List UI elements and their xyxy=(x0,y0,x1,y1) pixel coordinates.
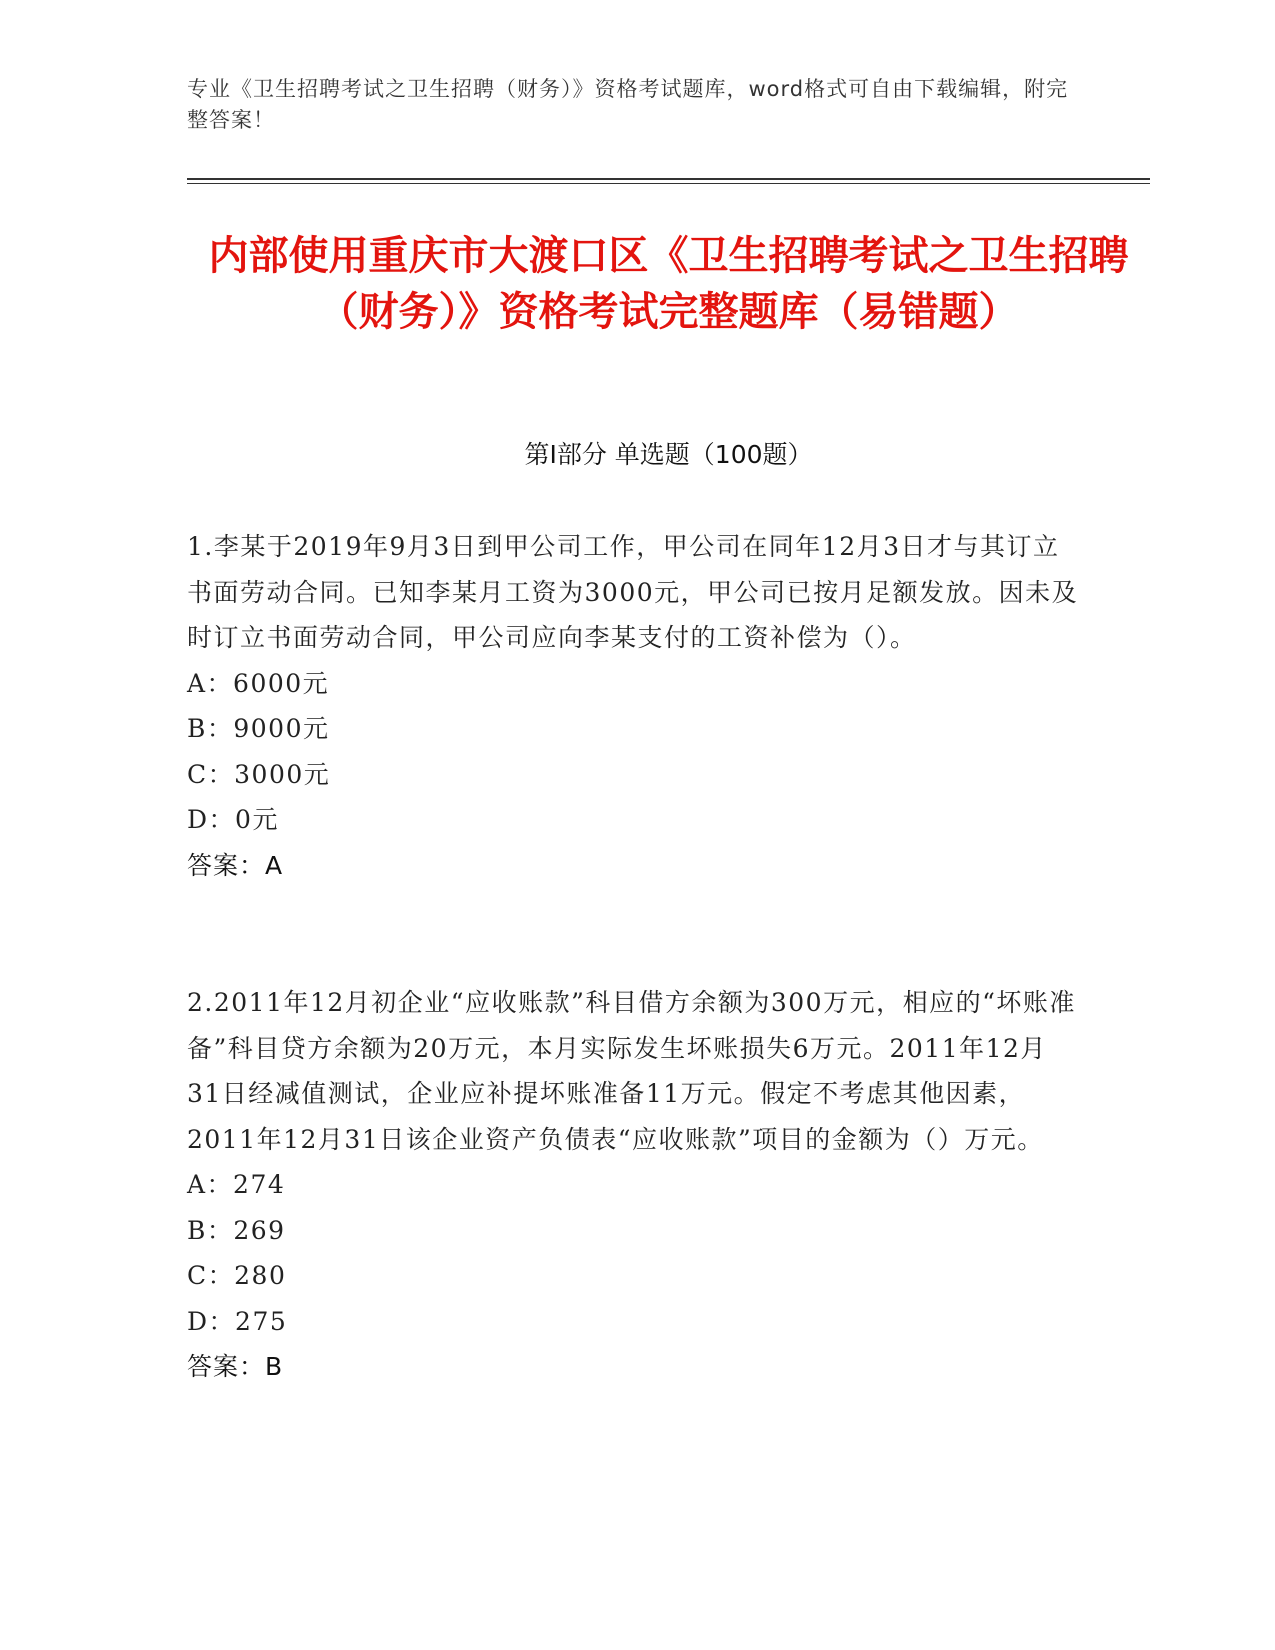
option-a: A：274 xyxy=(187,1170,286,1199)
document-title: 内部使用重庆市大渡口区《卫生招聘考试之卫生招聘（财务）》资格考试完整题库（易错题） xyxy=(208,233,1129,335)
answer-label: 答案：B xyxy=(187,1352,284,1381)
option-c: C：280 xyxy=(187,1261,287,1290)
option-c: C：3000元 xyxy=(187,759,331,789)
option-b: B：9000元 xyxy=(187,714,330,743)
answer-label: 答案：A xyxy=(187,850,284,880)
question-stem: 1.李某于2019年9月3日到甲公司工作，甲公司在同年12月3日才与其订立书面劳动合同。已知李某月工资为3000元，甲公司已按月足额发放。因未及时订立书面劳动合同，甲公司应向李某支付的工资补偿为（）。 xyxy=(187,532,1079,652)
header-note: 专业《卫生招聘考试之卫生招聘（财务）》资格考试题库，word格式可自由下载编辑，附完整答案！ xyxy=(187,77,1069,132)
option-b: B：269 xyxy=(187,1215,286,1245)
option-a: A：6000元 xyxy=(187,668,330,698)
option-d: D：0元 xyxy=(187,805,279,834)
question-stem: 2.2011年12月初企业“应收账款”科目借方余额为300万元，相应的“坏账准备”科目贷方余额为20万元，本月实际发生坏账损失6万元。2011年12月31日经减值测试，企业应补提坏账准备11万元。假定不考虑其他因素，2011年12月31日该企业资产负债表“应收账款”项目的金额为（）万元。 xyxy=(187,988,1076,1154)
header-divider-thin xyxy=(187,183,1150,184)
option-d: D：275 xyxy=(187,1306,288,1336)
header-divider-thick xyxy=(187,178,1150,180)
question-1 xyxy=(187,524,1080,888)
question-2 xyxy=(187,980,1080,1390)
section-heading: 第I部分 单选题（100题） xyxy=(524,440,813,469)
